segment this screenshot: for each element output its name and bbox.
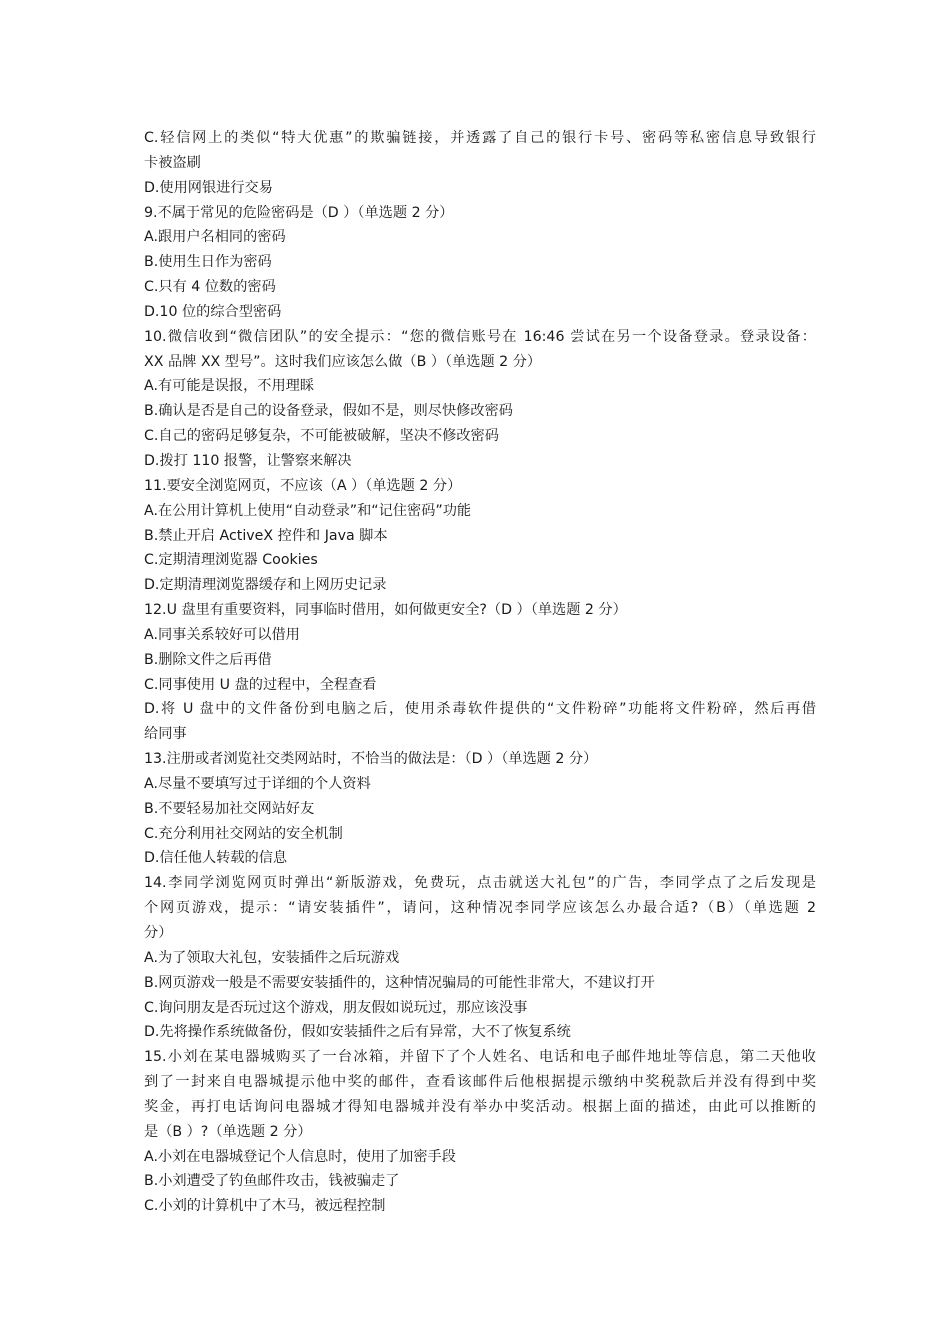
answer-option: C.小刘的计算机中了木马，被远程控制 xyxy=(144,1198,386,1215)
question-heading: 15.小刘在某电器城购买了一台冰箱，并留下了个人姓名、电话和电子邮件地址等信息，第二天他收 xyxy=(144,1049,816,1066)
answer-option: C.询问朋友是否玩过这个游戏，朋友假如说玩过，那应该没事 xyxy=(144,999,528,1016)
question-heading: XX 品牌 XX 型号”。这时我们应该怎么做（B ）（单选题 2 分） xyxy=(144,353,542,370)
answer-option: A.尽量不要填写过于详细的个人资料 xyxy=(144,775,371,792)
answer-option: D.定期清理浏览器缓存和上网历史记录 xyxy=(144,577,387,594)
answer-option: B.确认是否是自己的设备登录，假如不是，则尽快修改密码 xyxy=(144,403,513,420)
question-heading: 11.要安全浏览网页，不应该（A ）（单选题 2 分） xyxy=(144,477,462,494)
question-heading: 奖金，再打电话询问电器城才得知电器城并没有举办中奖活动。根据上面的描述，由此可以推断的 xyxy=(144,1098,816,1115)
question-heading: 到了一封来自电器城提示他中奖的邮件，查看该邮件后他根据提示缴纳中奖税款后并没有得到中奖 xyxy=(144,1074,816,1091)
text-line: 卡被盗刷 xyxy=(144,154,201,171)
answer-option: A.为了领取大礼包，安装插件之后玩游戏 xyxy=(144,949,400,966)
answer-option: D.先将操作系统做备份，假如安装插件之后有异常，大不了恢复系统 xyxy=(144,1024,571,1041)
question-heading: 是（B ）?（单选题 2 分） xyxy=(144,1123,312,1140)
answer-option: D.将 U 盘中的文件备份到电脑之后，使用杀毒软件提供的“文件粉碎”功能将文件粉碎，然后再借 xyxy=(144,701,816,718)
answer-option: C.定期清理浏览器 Cookies xyxy=(144,552,318,569)
question-heading: 10.微信收到“微信团队”的安全提示：“您的微信账号在 16:46 尝试在另一个设备登录。登录设备： xyxy=(144,328,816,345)
answer-option: B.不要轻易加社交网站好友 xyxy=(144,800,315,817)
question-heading: 12.U 盘里有重要资料，同事临时借用，如何做更安全?（D ）（单选题 2 分） xyxy=(144,602,627,619)
answer-option: A.同事关系较好可以借用 xyxy=(144,626,300,643)
answer-option: B.禁止开启 ActiveX 控件和 Java 脚本 xyxy=(144,527,388,544)
answer-option: A.跟用户名相同的密码 xyxy=(144,229,286,246)
answer-option: C.同事使用 U 盘的过程中，全程查看 xyxy=(144,676,377,693)
document-body xyxy=(144,126,816,1219)
text-line: D.使用网银进行交易 xyxy=(144,179,273,196)
answer-option: D.信任他人转载的信息 xyxy=(144,850,288,867)
answer-option: A.有可能是误报，不用理睬 xyxy=(144,378,315,395)
answer-option: A.小刘在电器城登记个人信息时，使用了加密手段 xyxy=(144,1148,456,1165)
answer-option: C.只有 4 位数的密码 xyxy=(144,279,276,296)
answer-option: B.删除文件之后再借 xyxy=(144,651,272,668)
text-line: C.轻信网上的类似“特大优惠”的欺骗链接，并透露了自己的银行卡号、密码等私密信息导致银行 xyxy=(144,130,816,146)
question-heading: 13.注册或者浏览社交类网站时，不恰当的做法是：（D ）（单选题 2 分） xyxy=(144,751,598,768)
answer-option: B.使用生日作为密码 xyxy=(144,254,272,271)
answer-option: 给同事 xyxy=(144,726,187,743)
answer-option: A.在公用计算机上使用“自动登录”和“记住密码”功能 xyxy=(144,502,472,519)
question-heading: 分） xyxy=(144,925,173,941)
answer-option: D.10 位的综合型密码 xyxy=(144,303,282,320)
answer-option: B.小刘遭受了钓鱼邮件攻击，钱被骗走了 xyxy=(144,1173,400,1190)
question-heading: 个网页游戏，提示：“请安装插件”，请问，这种情况李同学应该怎么办最合适?（B）（单选题 2 xyxy=(144,900,816,917)
answer-option: C.充分利用社交网站的安全机制 xyxy=(144,825,343,842)
question-heading: 14.李同学浏览网页时弹出“新版游戏，免费玩，点击就送大礼包”的广告，李同学点了之后发现是 xyxy=(144,875,816,892)
question-heading: 9.不属于常见的危险密码是（D ）（单选题 2 分） xyxy=(144,204,454,221)
answer-option: D.拨打 110 报警，让警察来解决 xyxy=(144,452,352,469)
answer-option: B.网页游戏一般是不需要安装插件的，这种情况骗局的可能性非常大，不建议打开 xyxy=(144,974,655,991)
answer-option: C.自己的密码足够复杂，不可能被破解，坚决不修改密码 xyxy=(144,428,499,445)
